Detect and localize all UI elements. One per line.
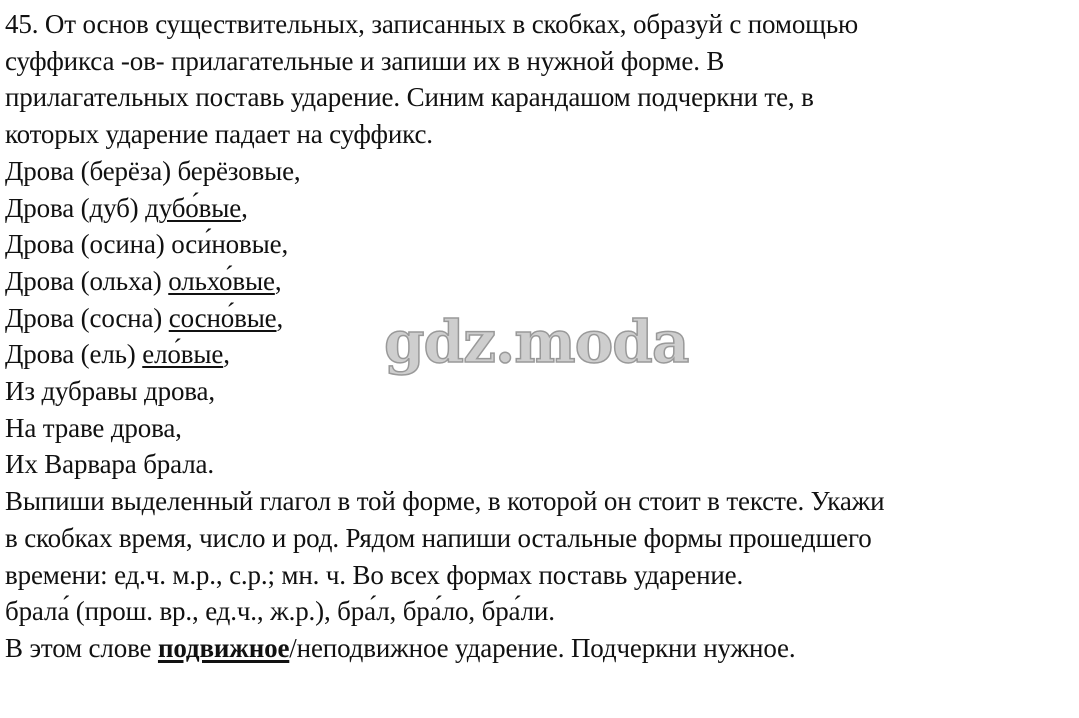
poem-line-alder xyxy=(5,263,1073,300)
poem-end-line: Из дубравы дрова, xyxy=(5,376,215,407)
poem-line-prefix: Дрова (сосна) xyxy=(5,302,169,333)
poem-line-spruce xyxy=(5,336,1073,373)
task-text-line: суффикса -ов- прилагательные и запиши их в нужной форме. В xyxy=(5,45,725,76)
poem-line-prefix: Дрова (берёза) xyxy=(5,155,178,186)
poem-answer-underlined: ело́вые xyxy=(142,339,224,370)
exercise-page xyxy=(5,6,1073,667)
task-text-line: прилагательных поставь ударение. Синим карандашом подчеркни те, в xyxy=(5,82,814,113)
task-text-line: 45. От основ существительных, записанных в скобках, образуй с помощью xyxy=(5,9,859,39)
poem-line-pine xyxy=(5,300,1073,337)
stress-choice-selected: подвижное xyxy=(157,632,290,663)
poem-line-prefix: Дрова (осина) xyxy=(5,229,172,260)
verb-forms-answer: брала́ (прош. вр., ед.ч., ж.р.), бра́л, бра́ло, бра́ли. xyxy=(5,596,555,627)
stress-line-rest: /неподвижное ударение. Подчеркни нужное. xyxy=(289,632,796,663)
poem-line-prefix: Дрова (дуб) xyxy=(5,192,146,223)
poem-line-prefix: Дрова (ель) xyxy=(5,339,143,370)
poem-line-oak xyxy=(5,190,1073,227)
poem-line-punct: , xyxy=(293,155,301,186)
poem-line-punct: , xyxy=(281,229,289,260)
task2-text-line: в скобках время, число и род. Рядом напиши остальные формы прошедшего xyxy=(5,522,872,553)
poem-line-punct: , xyxy=(274,265,282,296)
poem-answer: берёзовые xyxy=(177,155,294,186)
poem-end-line: Их Варвара брала. xyxy=(5,449,214,480)
poem-line-prefix: Дрова (ольха) xyxy=(5,265,169,296)
poem-line-punct: , xyxy=(276,302,284,333)
poem-line-punct: , xyxy=(223,339,230,370)
poem-end-line: На траве дрова, xyxy=(5,412,182,443)
task2-text-line: Выпиши выделенный глагол в той форме, в которой он стоит в тексте. Укажи xyxy=(5,486,885,517)
poem-line-aspen xyxy=(5,226,1073,263)
poem-line-punct: , xyxy=(241,192,248,223)
poem-answer-underlined: сосно́вые xyxy=(168,302,277,333)
stress-line-prefix: В этом слове xyxy=(5,632,158,663)
poem-answer-underlined: дубо́вые xyxy=(145,192,242,223)
task-text-line: которых ударение падает на суффикс. xyxy=(5,119,433,150)
task2-text-line: времени: ед.ч. м.р., с.р.; мн. ч. Во всех формах поставь ударение. xyxy=(5,559,744,590)
site-watermark: gdz.moda xyxy=(384,308,689,376)
poem-line-birch xyxy=(5,153,1073,190)
poem-answer: оси́новые xyxy=(171,229,282,260)
stress-type-line xyxy=(5,630,1073,667)
poem-answer-underlined: ольхо́вые xyxy=(168,265,275,296)
